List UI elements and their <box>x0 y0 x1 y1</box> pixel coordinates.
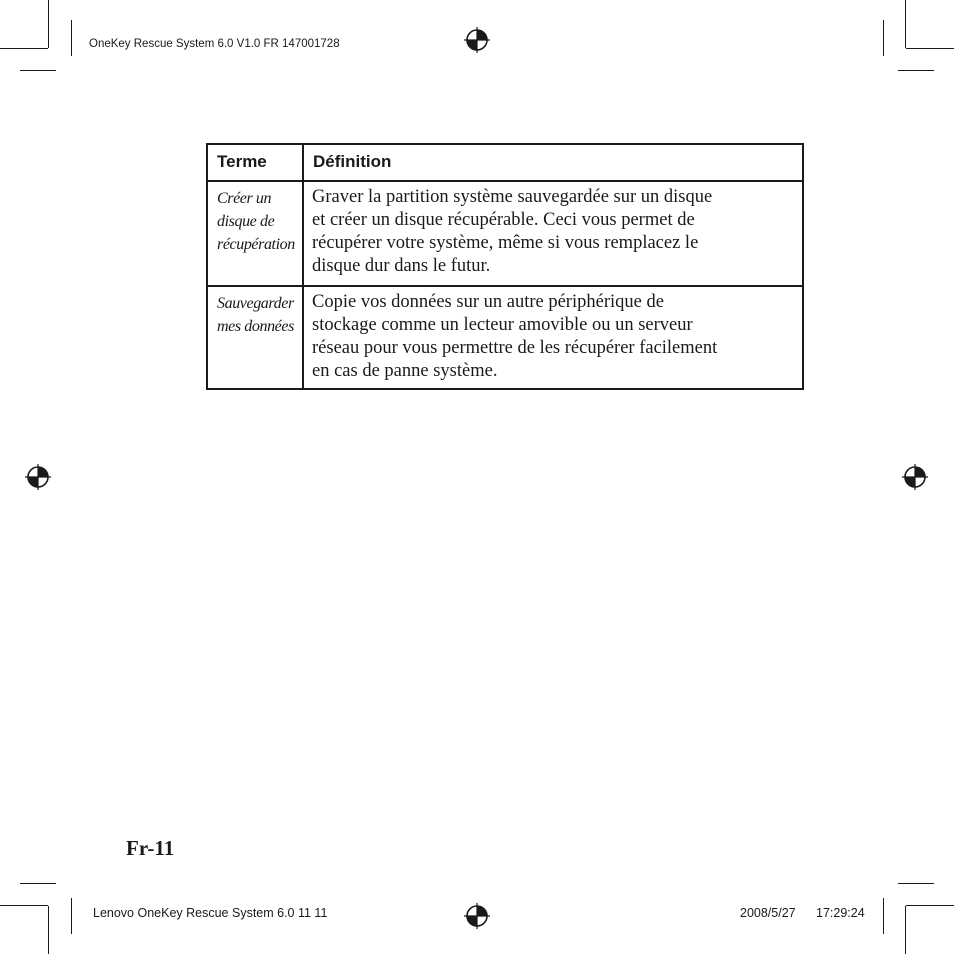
definition-line: disque dur dans le futur. <box>312 256 491 276</box>
definition-line: stockage comme un lecteur amovible ou un serveur <box>312 315 693 335</box>
registration-mark-icon <box>902 464 928 490</box>
crop-mark-top-left-horizontal-inner <box>20 70 56 71</box>
crop-mark-bottom-left-horizontal <box>0 905 48 906</box>
column-header-term: Terme <box>207 144 303 181</box>
crop-mark-top-right-horizontal-inner <box>898 70 934 71</box>
term-line: Créer un <box>217 190 272 207</box>
crop-mark-bottom-left-horizontal-inner <box>20 883 56 884</box>
crop-mark-top-right-vertical <box>905 0 906 48</box>
crop-mark-top-right-horizontal <box>906 48 954 49</box>
term-line: disque de <box>217 213 275 230</box>
definition-line: récupérer votre système, même si vous remplacez le <box>312 233 699 253</box>
page-number: Fr-11 <box>126 836 175 860</box>
definition-line: et créer un disque récupérable. Ceci vous permet de <box>312 210 695 230</box>
crop-mark-bottom-right-horizontal-inner <box>898 883 934 884</box>
registration-mark-icon <box>464 27 490 53</box>
crop-mark-top-left-vertical <box>48 0 49 48</box>
terms-table <box>206 143 804 390</box>
crop-mark-top-right-vertical-inner <box>883 20 884 56</box>
table-header-row <box>207 144 803 181</box>
crop-mark-bottom-right-vertical-inner <box>883 898 884 934</box>
table-row <box>207 286 803 389</box>
term-line: récupération <box>217 236 295 253</box>
definition-line: en cas de panne système. <box>312 361 498 381</box>
footer-date: 2008/5/27 <box>740 906 796 920</box>
term-cell <box>207 181 303 286</box>
term-line: Sauvegarder <box>217 295 294 312</box>
definition-cell <box>303 286 803 389</box>
term-line: mes données <box>217 318 294 335</box>
definition-line: réseau pour vous permettre de les récupérer facilement <box>312 338 718 358</box>
registration-mark-icon <box>464 903 490 929</box>
crop-mark-top-left-vertical-inner <box>71 20 72 56</box>
crop-mark-bottom-left-vertical <box>48 906 49 954</box>
crop-mark-bottom-right-horizontal <box>906 905 954 906</box>
registration-mark-icon <box>25 464 51 490</box>
term-cell <box>207 286 303 389</box>
crop-mark-bottom-right-vertical <box>905 906 906 954</box>
definition-line: Graver la partition système sauvegardée sur un disque <box>312 187 713 207</box>
table-row <box>207 181 803 286</box>
crop-mark-bottom-left-vertical-inner <box>71 898 72 934</box>
header-slug: OneKey Rescue System 6.0 V1.0 FR 147001728 <box>89 38 340 50</box>
crop-mark-top-left-horizontal <box>0 48 48 49</box>
definition-cell <box>303 181 803 286</box>
footer-time: 17:29:24 <box>816 906 865 920</box>
column-header-definition: Définition <box>303 144 803 181</box>
footer-slug-left: Lenovo OneKey Rescue System 6.0 11 11 <box>93 906 328 920</box>
definition-line: Copie vos données sur un autre périphérique de <box>312 292 664 312</box>
